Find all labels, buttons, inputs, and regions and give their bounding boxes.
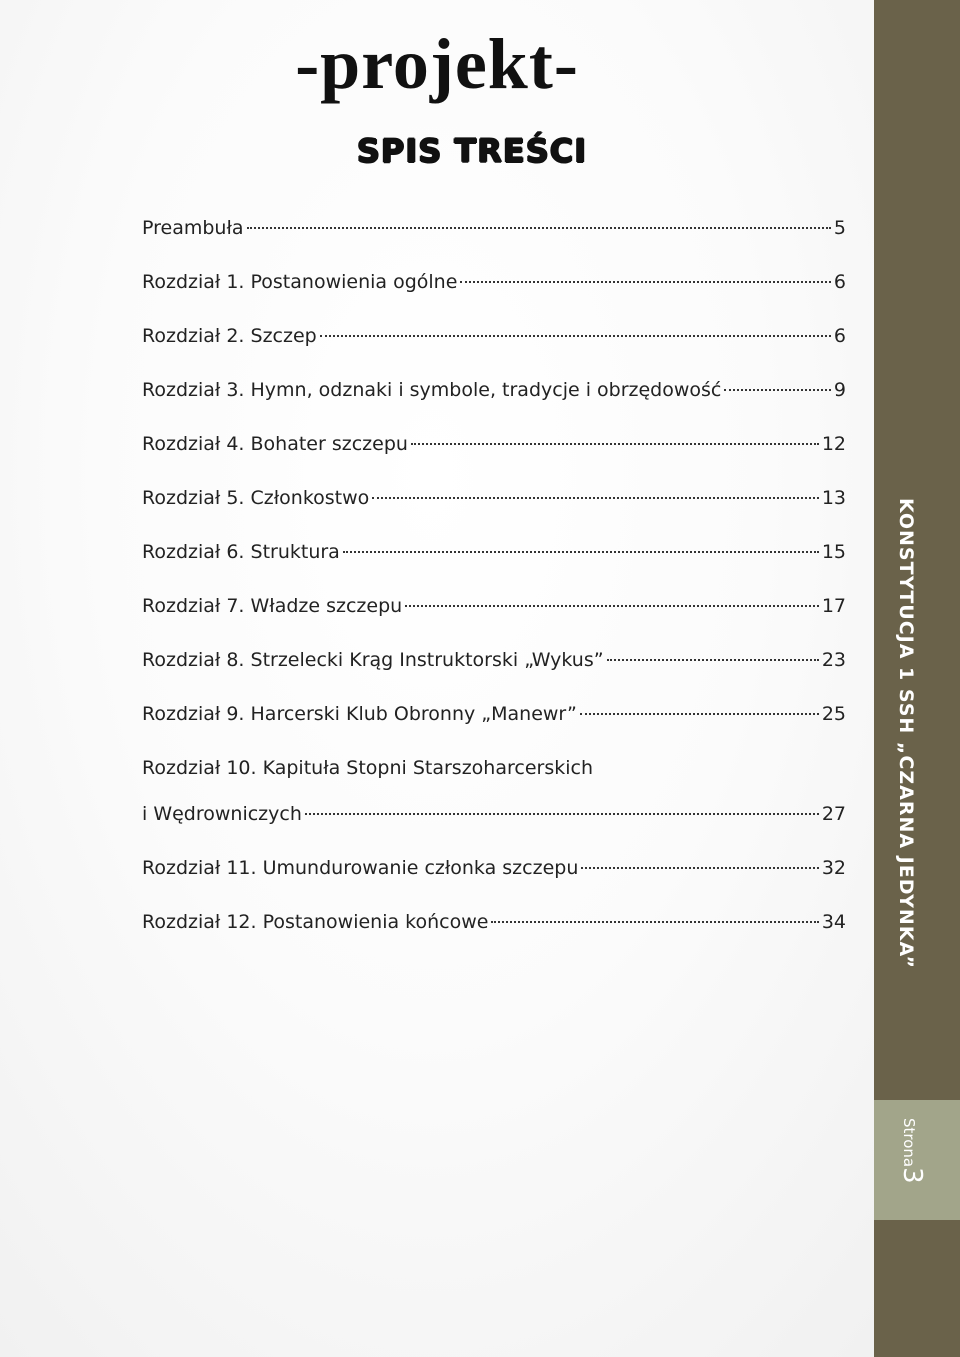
toc-entry[interactable] <box>142 264 846 318</box>
toc-title: SPIS TREŚCI <box>356 132 588 170</box>
toc-entry-page: 27 <box>821 803 846 825</box>
sidebar-title: KONSTYTUCJA 1 SSH „CZARNA JEDYNKA” <box>895 498 917 969</box>
toc-entry-label: Rozdział 12. Postanowienia końcowe <box>142 911 489 933</box>
toc-entry[interactable] <box>142 480 846 534</box>
toc-entry-page: 15 <box>821 541 846 563</box>
dot-leader <box>411 443 819 445</box>
toc-entry[interactable] <box>142 318 846 372</box>
dot-leader <box>491 921 818 923</box>
table-of-contents <box>142 210 846 958</box>
dot-leader <box>580 713 819 715</box>
dot-leader <box>320 335 831 337</box>
page-word: Strona <box>900 1118 918 1168</box>
toc-entry-page: 17 <box>821 595 846 617</box>
toc-entry[interactable] <box>142 796 846 850</box>
toc-entry-label: Rozdział 1. Postanowienia ogólne <box>142 271 458 293</box>
dot-leader <box>372 497 819 499</box>
page-number: 3 <box>897 1167 927 1184</box>
toc-entry[interactable] <box>142 588 846 642</box>
toc-entry[interactable] <box>142 426 846 480</box>
toc-entry-label: Rozdział 5. Członkostwo <box>142 487 370 509</box>
toc-entry-label: Rozdział 4. Bohater szczepu <box>142 433 408 455</box>
toc-entry-page: 6 <box>833 271 846 293</box>
toc-entry[interactable] <box>142 534 846 588</box>
toc-entry-label: Rozdział 3. Hymn, odznaki i symbole, tradycje i obrzędowość <box>142 379 722 401</box>
toc-entry-page: 25 <box>821 703 846 725</box>
dot-leader <box>607 659 819 661</box>
toc-entry-page: 32 <box>821 857 846 879</box>
toc-entry-page: 23 <box>821 649 846 671</box>
toc-entry-label: Rozdział 10. Kapituła Stopni Starszoharcerskich <box>142 757 593 779</box>
toc-entry-page: 12 <box>821 433 846 455</box>
toc-entry-page: 34 <box>821 911 846 933</box>
dot-leader <box>724 389 831 391</box>
toc-entry-first-line[interactable] <box>142 750 846 796</box>
toc-entry-page: 6 <box>833 325 846 347</box>
dot-leader <box>247 227 831 229</box>
toc-entry-page: 13 <box>821 487 846 509</box>
dot-leader <box>343 551 819 553</box>
toc-entry[interactable] <box>142 210 846 264</box>
toc-entry-label: Rozdział 6. Struktura <box>142 541 340 563</box>
dot-leader <box>581 867 818 869</box>
toc-entry-label: Rozdział 2. Szczep <box>142 325 317 347</box>
page-indicator <box>897 1118 927 1184</box>
dot-leader <box>305 813 819 815</box>
toc-entry-label: Rozdział 8. Strzelecki Krąg Instruktorski „Wykus” <box>142 649 604 671</box>
toc-entry[interactable] <box>142 642 846 696</box>
toc-entry[interactable] <box>142 904 846 958</box>
toc-entry-label: i Wędrowniczych <box>142 803 302 825</box>
toc-entry-label: Rozdział 7. Władze szczepu <box>142 595 403 617</box>
document-heading: -projekt- <box>295 24 579 104</box>
toc-entry-label: Rozdział 9. Harcerski Klub Obronny „Manewr” <box>142 703 577 725</box>
toc-entry[interactable] <box>142 850 846 904</box>
toc-entry[interactable] <box>142 372 846 426</box>
toc-entry[interactable] <box>142 696 846 750</box>
dot-leader <box>460 281 831 283</box>
toc-entry-label: Rozdział 11. Umundurowanie członka szczepu <box>142 857 579 879</box>
dot-leader <box>405 605 819 607</box>
toc-entry-label: Preambuła <box>142 217 244 239</box>
toc-entry-page: 5 <box>833 217 846 239</box>
toc-entry-page: 9 <box>833 379 846 401</box>
